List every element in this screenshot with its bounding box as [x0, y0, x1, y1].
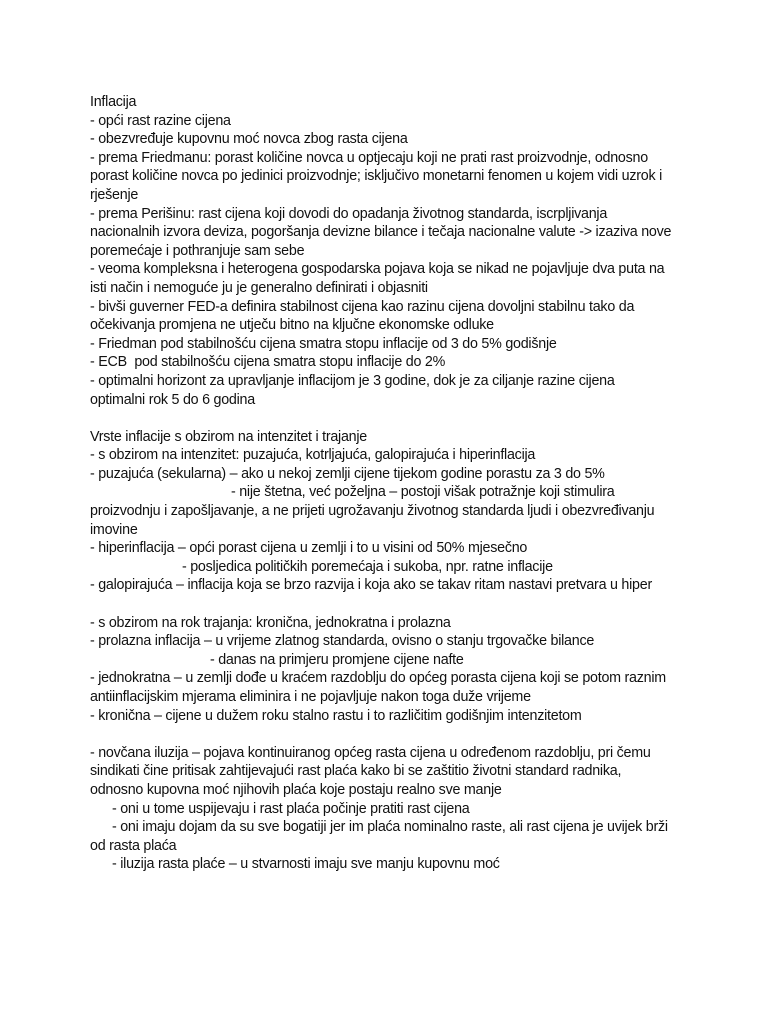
text-line: - hiperinflacija – opći porast cijena u zemlji i to u visini od 50% mjesečno	[90, 540, 528, 557]
text-line: - prolazna inflacija – u vrijeme zlatnog standarda, ovisno o stanju trgovačke bilance	[90, 633, 595, 650]
text-line: optimalni rok 5 do 6 godina	[90, 391, 255, 408]
text-line: - novčana iluzija – pojava kontinuiranog općeg rasta cijena u određenom razdoblju, pri čemu	[90, 744, 651, 761]
text-line: nacionalnih izvora deviza, pogoršanja devizne bilance i tečaja nacionalne valute -> izaziva nove	[90, 224, 672, 241]
text-line: - prema Perišinu: rast cijena koji dovodi do opadanja životnog standarda, iscrpljivanja	[90, 205, 608, 222]
section-title-inflacija: Inflacija	[90, 94, 137, 110]
text-line: antiinflacijskim mjerama eliminira i ne pojavljuje nakon toga duže vrijeme	[90, 689, 531, 705]
text-line: isti način i nemoguće ju je generalno definirati i objasniti	[90, 279, 428, 296]
text-line: sindikati čine pritisak zahtijevajući rast plaća kako bi se zaštitio životni standard radnika,	[90, 763, 622, 780]
text-line: - galopirajuća – inflacija koja se brzo razvija i koja ako se takav ritam nastavi pretvara u hiper	[90, 577, 652, 594]
text-line: - puzajuća (sekularna) – ako u nekoj zemlji cijene tijekom godine porastu za 3 do 5%	[90, 465, 605, 482]
text-line: - s obzirom na rok trajanja: kronična, jednokratna i prolazna	[90, 614, 451, 631]
text-line: očekivanja promjena ne utječu bitno na ključne ekonomske odluke	[90, 317, 494, 334]
paragraph-gap	[90, 725, 750, 744]
text-line: - jednokratna – u zemlji dođe u kraćem razdoblju do općeg porasta cijena koji se potom raznim	[90, 670, 666, 687]
paragraph-gap	[90, 595, 750, 614]
text-line-indented: - oni u tome uspijevaju i rast plaća počinje pratiti rast cijena	[112, 800, 470, 817]
text-line: - optimalni horizont za upravljanje inflacijom je 3 godine, dok je za ciljanje razine cijena	[90, 372, 615, 389]
paragraph-gap	[90, 409, 750, 428]
text-line-indented: - iluzija rasta plaće – u stvarnosti imaju sve manju kupovnu moć	[112, 856, 500, 873]
text-line: rješenje	[90, 186, 139, 203]
text-line: - obezvređuje kupovnu moć novca zbog rasta cijena	[90, 131, 408, 148]
text-line-indented: - nije štetna, već poželjna – postoji višak potražnje koji stimulira	[231, 484, 615, 501]
text-line: - s obzirom na intenzitet: puzajuća, kotrljajuća, galopirajuća i hiperinflacija	[90, 447, 536, 464]
text-line: odnosno kupovna moć njihovih plaća koje postaju realno sve manje	[90, 781, 502, 798]
text-line: proizvodnju i zapošljavanje, a ne prijeti ugrožavanju životnog standarda ljudi i obezvređivanju	[90, 503, 655, 520]
document-body	[90, 93, 750, 874]
text-line-indented: - danas na primjeru promjene cijene nafte	[210, 651, 464, 668]
text-line: - Friedman pod stabilnošću cijena smatra stopu inflacije od 3 do 5% godišnje	[90, 335, 557, 352]
text-line: poremećaje i pothranjuje sam sebe	[90, 242, 305, 259]
text-line-indented: - posljedica političkih poremećaja i sukoba, npr. ratne inflacije	[182, 558, 553, 575]
text-line: - ECB pod stabilnošću cijena smatra stopu inflacije do 2%	[90, 354, 446, 371]
text-line: imovine	[90, 521, 138, 538]
section-title-vrste-inflacije: Vrste inflacije s obzirom na intenzitet i trajanje	[90, 428, 368, 445]
text-line: - prema Friedmanu: porast količine novca u optjecaju koji ne prati rast proizvodnje, odnosno	[90, 149, 648, 166]
text-line: - veoma kompleksna i heterogena gospodarska pojava koja se nikad ne pojavljuje dva puta na	[90, 261, 665, 278]
text-line-indented: - oni imaju dojam da su sve bogatiji jer im plaća nominalno raste, ali rast cijena je uvijek brži	[112, 819, 668, 836]
text-line: - bivši guverner FED-a definira stabilnost cijena kao razinu cijena dovoljni stabilnu tako da	[90, 298, 635, 315]
text-line: od rasta plaća	[90, 837, 177, 854]
text-line: - opći rast razine cijena	[90, 112, 231, 129]
text-line: porast količine novca po jedinici proizvodnje; isključivo monetarni fenomen u kojem vidi uzrok i	[90, 168, 662, 185]
text-line: - kronična – cijene u dužem roku stalno rastu i to različitim godišnjim intenzitetom	[90, 707, 582, 724]
